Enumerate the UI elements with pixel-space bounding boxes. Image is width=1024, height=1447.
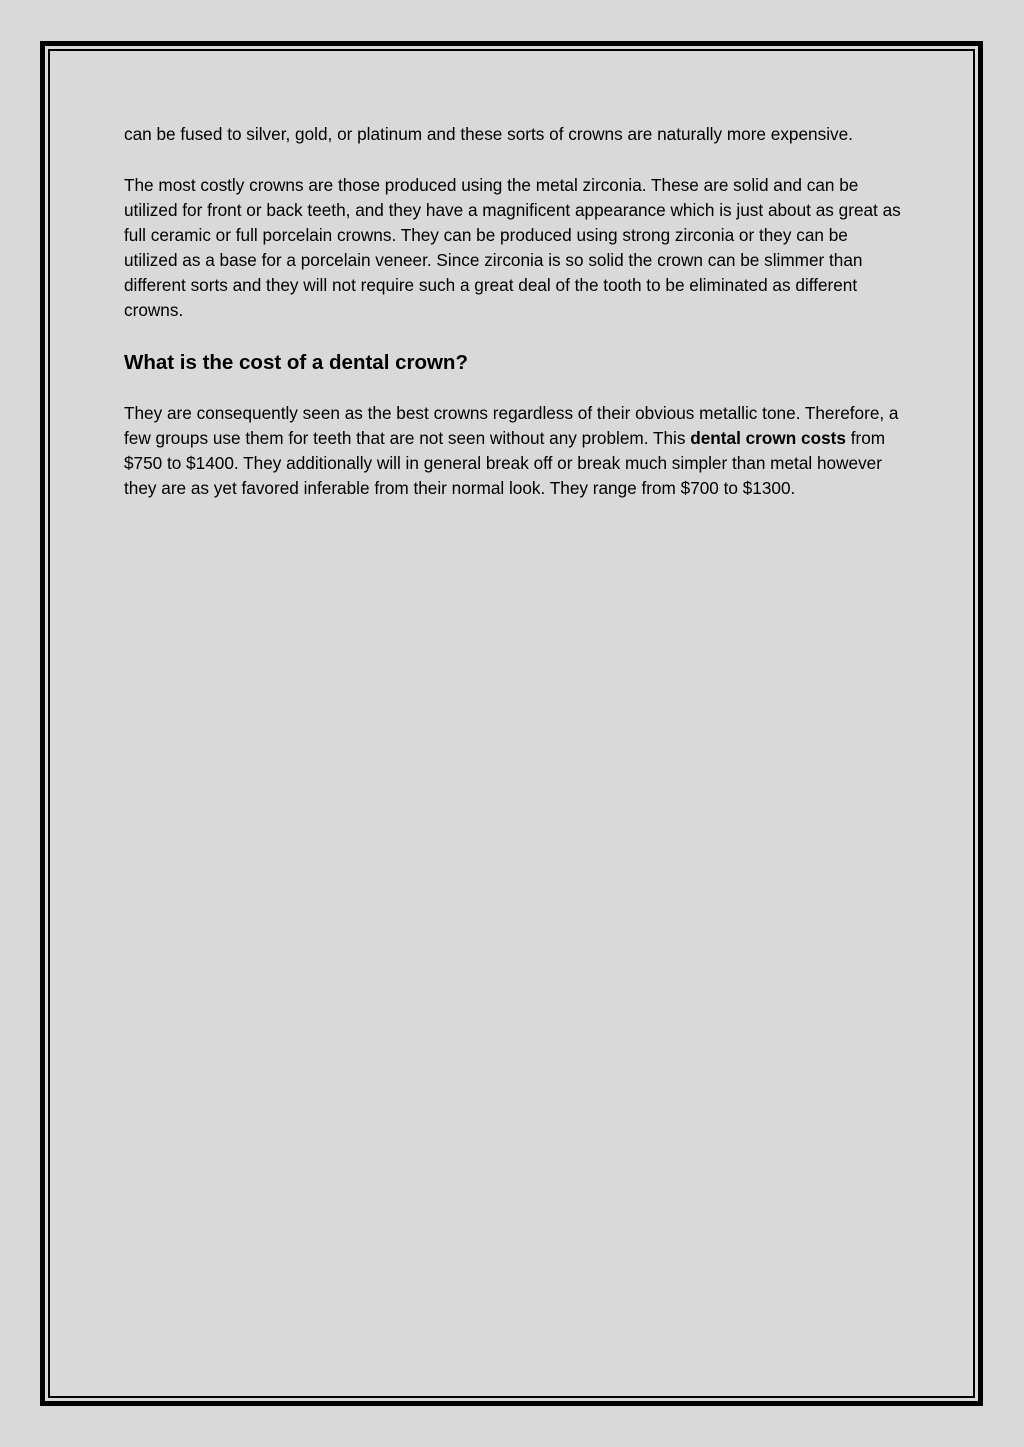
paragraph-zirconia: The most costly crowns are those produced using the metal zirconia. These are solid and can be utilized for front or back teeth, and they have a magnificent appearance which is just about as great as full ceramic or full porcelain crowns. They can be produced using strong zirconia or they can be utilized as a base for a porcelain veneer. Since zirconia is so solid the crown can be slimmer than different sorts and they will not require such a great deal of the tooth to be eliminated as different crowns. [124, 175, 901, 320]
paragraph-cost-intro: They are consequently seen as the best crowns regardless of their obvious metallic tone. Therefore, a few groups use them for teeth that are not seen without any problem. This [124, 403, 899, 448]
section-heading: What is the cost of a dental crown? [124, 351, 468, 374]
paragraph-crown-metals: can be fused to silver, gold, or platinum and these sorts of crowns are naturally more expensive. [124, 124, 853, 144]
paragraph-cost-rest: from $750 to $1400. They additionally will in general break off or break much simpler than metal however they are as yet favored inferable from their normal look. They range from $700 to $1300. [124, 428, 886, 498]
bold-keyword: dental crown costs [690, 428, 846, 448]
paragraph-cost [124, 401, 904, 501]
document-body [124, 122, 904, 501]
